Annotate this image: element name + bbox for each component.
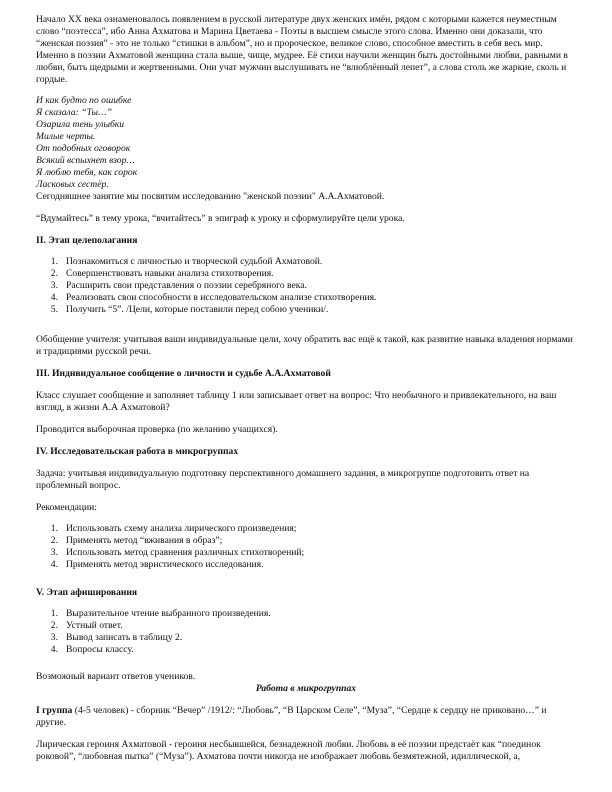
group-1-text: (4-5 человек) - сборник “Вечер” /1912/: “Любовь”, “В Царском Селе”, “Муза”, “Сердце к сердцу не приковано…” и другие. bbox=[36, 705, 547, 728]
poem-line: Всякий вспыхнет взор… bbox=[36, 155, 135, 166]
poem-line: Милые черты. bbox=[36, 131, 96, 142]
today-paragraph: Сегодняшнее занятие мы посвятим исследованию "женской поэзии" А.А.Ахматовой. bbox=[36, 191, 385, 202]
list-item: 1. Использовать схему анализа лирического произведения; bbox=[50, 523, 297, 534]
poem-line: Ласковых сестёр. bbox=[36, 179, 109, 190]
poem-line: И как будто по ошибке bbox=[36, 95, 132, 106]
list-item: 4. Реализовать свои способности в исследовательском анализе стихотворения. bbox=[50, 292, 377, 303]
section-5-heading: V. Этап афиширования bbox=[36, 587, 138, 598]
section-4-task: Задача: учитывая индивидуальную подготовку перспективного домашнего задания, в микрогруппе подготовить ответ на проблемный вопрос. bbox=[36, 468, 530, 491]
list-item: 4. Применять метод эвристического исследования. bbox=[50, 559, 264, 570]
intro-paragraph: Начало XX века ознаменовалось появлением в русской литературе двух женских имён, рядом с которыми кажется неуместным слово “поэтесса”, ибо Анна Ахматова и Марина Цветаева - Поэты в высшем смысле этого слова. Именно они доказали, что “женская поэзия” - это не только “стишки в альбом”, но и пророческое, великое слово, способное вместить в себя весь мир. Именно в поэзии Ахматовой женщина стала выше, чище, мудрее. Её стихи научили женщин быть достойными любви, равными в любви, быть щедрыми и жертвенными. Они учат мужчин выслушивать не “влюблённый лепет”, а слова столь же жаркие, сколь и гордые. bbox=[36, 14, 568, 85]
section-3-check: Проводится выборочная проверка (по желанию учащихся). bbox=[36, 424, 278, 435]
poem-line: Я сказала: “Ты…” bbox=[36, 107, 112, 118]
group-1-label: I группа bbox=[36, 705, 73, 716]
vdumaytes-paragraph: “Вдумайтесь” в тему урока, “вчитайтесь” в эпиграф к уроку и сформулируйте цели урока. bbox=[36, 213, 405, 224]
list-item: 3. Использовать метод сравнения различных стихотворений; bbox=[50, 547, 305, 558]
list-item: 3. Расширить свои представления о поэзии серебряного века. bbox=[50, 280, 307, 291]
section-2-heading: II. Этап целеполагания bbox=[36, 235, 138, 246]
list-item: 1. Познакомиться с личностью и творческой судьбой Ахматовой. bbox=[50, 256, 323, 267]
list-item: 4. Вопросы классу. bbox=[50, 644, 134, 655]
last-paragraph: Лирическая героиня Ахматовой - героиня несбывшейся, безнадежной любви. Любовь в её поэзии предстаёт как “поединок роковой”, “любовная пытка” (“Муза”). Ахматова почти никогда не изображает любовь безмятежной, идиллической, а, bbox=[36, 739, 541, 762]
list-item: 2. Совершенствовать навыки анализа стихотворения. bbox=[50, 268, 274, 279]
section-4-list bbox=[36, 523, 576, 571]
obobshenie-paragraph: Обобщение учителя: учитывая ваши индивидуальные цели, хочу обратить вас ещё к такой, как развитие навыка владения нормами и традициями русской речи. bbox=[36, 334, 573, 357]
list-item: 2. Применять метод “вживания в образ”; bbox=[50, 535, 223, 546]
section-4-heading: IV. Исследовательская работа в микрогруппах bbox=[36, 446, 239, 457]
list-item: 2. Устный ответ. bbox=[50, 620, 123, 631]
document-page bbox=[36, 14, 576, 763]
section-3-paragraph: Класс слушает сообщение и заполняет таблицу 1 или записывает ответ на вопрос: Что необычного и привлекательного, на ваш взгляд, в жизни А.А Ахматовой? bbox=[36, 390, 557, 413]
poem-line: Я люблю тебя, как сорок bbox=[36, 167, 138, 178]
list-item: 5. Получить “5”. /Цели, которые поставили перед собою ученики/. bbox=[50, 304, 329, 315]
recommendations-label: Рекомендации: bbox=[36, 502, 97, 513]
poem-line: От подобных оговорок bbox=[36, 143, 131, 154]
poem-line: Озарила тень улыбки bbox=[36, 119, 125, 130]
list-item: 3. Вывод записать в таблицу 2. bbox=[50, 632, 183, 643]
section-3-heading: III. Индивидуальное сообщение о личности и судьбе А.А.Ахматовой bbox=[36, 368, 331, 379]
epigraph-poem bbox=[36, 95, 576, 191]
section-5-list bbox=[36, 608, 576, 656]
group-1-paragraph bbox=[36, 705, 576, 729]
variant-paragraph: Возможный вариант ответов учеников. bbox=[36, 671, 196, 682]
list-item: 1. Выразительное чтение выбранного произведения. bbox=[50, 608, 271, 619]
section-2-list bbox=[36, 256, 576, 316]
work-title: Работа в микрогруппах bbox=[255, 683, 357, 694]
